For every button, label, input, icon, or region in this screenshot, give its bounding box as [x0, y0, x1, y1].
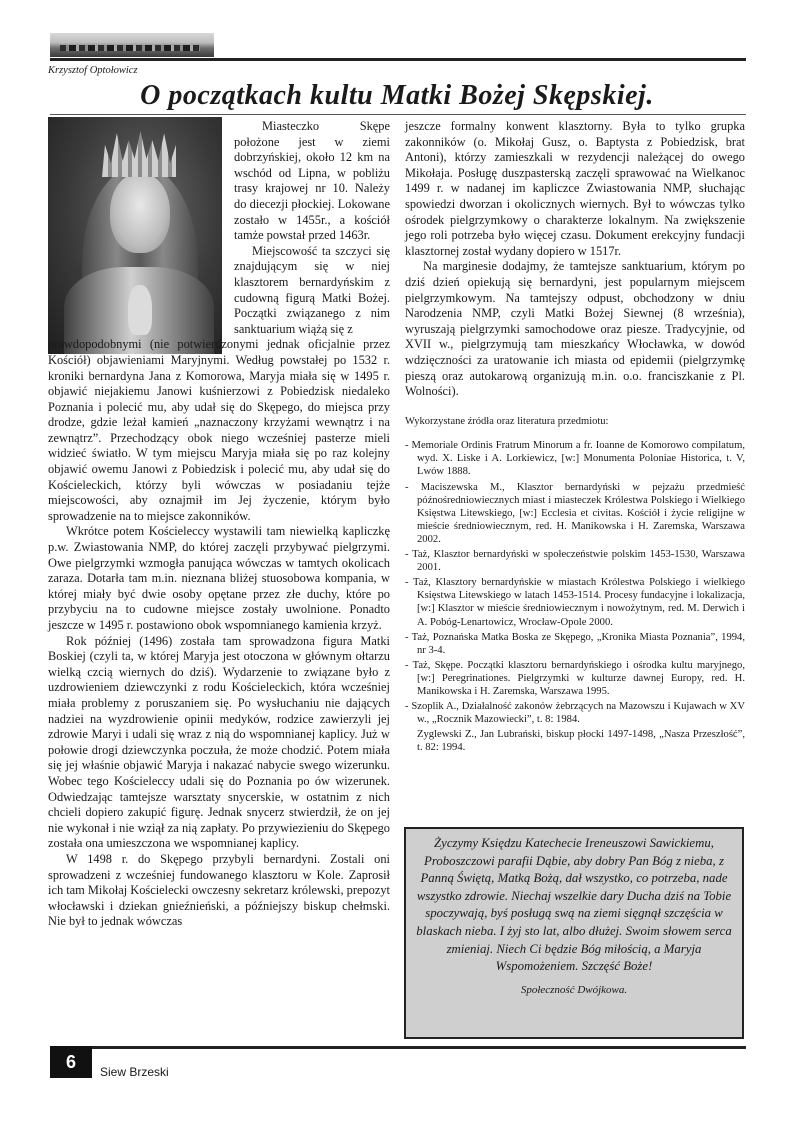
source-item: - Taż, Poznańska Matka Boska ze Skępego, „Kronika Miasta Poznania”, 1994, nr 3-4.: [405, 631, 745, 656]
sources-list: [405, 439, 745, 754]
sources-heading: Wykorzystane źródła oraz literatura przedmiotu:: [405, 415, 609, 427]
footer-rule: [50, 1046, 746, 1049]
paragraph: Wkrótce potem Kościeleccy wystawili tam niewielką kapliczkę p.w. Zwiastowania NMP, do której zaczęli przybywać pielgrzymi. Owe pielgrzymki wzmogła panująca wówczas w tamtych okolicach zaraza. Dotarła tam m.in. nieznana bliżej stuosobowa kompania, w której miały być dwie osoby opętane przez złe duchy, które po przybyciu na to cudowne miejsce zostały uwolnione. Ponadto jeszcze w 1495 r. postawiono obok wspomnianego kamienia krzyż.: [48, 524, 390, 632]
article-column-right: [405, 119, 745, 756]
header-banner-photo: [50, 33, 214, 57]
header-rule: [50, 58, 746, 61]
source-item: Zyglewski Z., Jan Lubrański, biskup płocki 1497-1498, „Nasza Przeszłość”, t. 82: 1994.: [417, 729, 745, 754]
article-author: Krzysztof Optołowicz: [48, 65, 138, 76]
source-item: - Taż, Skępe. Początki klasztoru bernardyńskiego i ośrodka kultu maryjnego, [w:] Peregrinationes. Pielgrzymki w kulturze dawnej Europy, red. H. Manikowska i H. Zaremska, Warszawa 1995.: [405, 659, 745, 697]
wishes-text: Życzymy Księdzu Katechecie Ireneuszowi Sawickiemu, Proboszczowi parafii Dąbie, aby dobry Pan Bóg z nieba, z Panną Świętą, Matką Bożą, dał wszystko, co potrzeba, nade wszystko zdrowie. Niechaj wszelkie dary Ducha dziś na Tobie spoczywają, byś posługą swą na ziemi sięgnął szczęścia w blaskach nieba. I żyj sto lat, albo dłużej. Swoim słowem serca zmieniaj. Niech Ci będzie Bóg miłością, a Maryja Wspomożeniem. Szczęść Boże!: [416, 836, 732, 974]
paragraph: jeszcze formalny konwent klasztorny. Była to tylko grupka zakonników (o. Mikołaj Gusz, o. Baptysta z Pobiedzisk, brat Antoni), którzy zamieszkali w rezydencji należącej do owego Mikołaja. Posługę duszpasterską zaczęli sprawować na Wielkanoc 1499 r. w nadanej im kapliczce Zwiastowania NMP, słuchając spowiedzi dworzan i okolicznych wiernych. Był to wówczas tylko ośrodek pielgrzymkowy o charakterze lokalnym. Na zwiększenie jego roli potrzeba było więcej czasu. Dokument erekcyjny fundacji klasztornej został wydany dopiero w 1517r.: [405, 119, 745, 258]
paragraph: Na marginesie dodajmy, że tamtejsze sanktuarium, którym po dziś dzień opiekują się bernardyni, jest popularnym miejscem pielgrzymkowym. Na tamtejszy odpust, obchodzony w dniu Narodzenia NMP, czyli Matki Bożej Siewnej (8 września), wyruszają pielgrzymki samochodowe oraz piesze. Tradycyjnie, od XVII w., pielgrzymują tam mieszkańcy Włocławka, w dowód wdzięczności za uratowanie ich miasta od epidemii (pielgrzymkę pieszą oraz autokarową organizują m.in. o.o. franciszkanie z Pl. Wolności).: [405, 259, 745, 399]
wishes-box: [404, 827, 744, 1039]
paragraph: prawdopodobnymi (nie potwierdzonymi jednak oficjalnie przez Kościół) objawieniami Maryjnymi. Według powstałej po 1532 r. kroniki bernardyna Jana z Komorowa, Maryja miała się w 1495 r. objawić niejakiemu Janowi kuśnierzowi z Pobiedzisk niedaleko Poznania i polecić mu, aby udał się do Skępego, do miejsca przy drodze, gdzie leżał kamień „naznaczony krzyżami wewnątrz i na zewnątrz”. Przechodzący obok niego wcześniej pasterze mieli widzieć światło. W tym miejscu Maryja miała się po raz kolejny objawić owemu Janowi z Pobiedzisk i polecić mu, aby udał się do Kościeleckich, którzy byli wówczas w posiadaniu tejże miejscowości, aby oznajmił im Jej życzenie, którym było sprowadzenie na to miejsce zakonników.: [48, 337, 390, 523]
title-rule: [50, 114, 746, 115]
source-item: - Maciszewska M., Klasztor bernardyński w pejzażu przedmieść późnośredniowiecznych miast i miasteczek Królestwa Polskiego i Wielkiego Księstwa Litewskiego, [w:] Ecclesia et civitas. Kościół i życie religijne w mieście średniowiecznym, red. H. Manikowska i H. Zaremska, Warszawa 2002.: [405, 481, 745, 545]
article-title: O początkach kultu Matki Bożej Skępskiej.: [140, 80, 654, 111]
paragraph: Rok później (1496) została tam sprowadzona figura Matki Boskiej (czyli ta, w której Maryja jest otoczona w głównym ołtarzu wielką czcią wiernych do dziś). Wydarzenie to związane było z uzdrowieniem dziewczynki z rodu Kościeleckich, która wcześniej miała problemy z poruszaniem się. Po wysłuchaniu nie dających nadziei na wyzdrowienie opinii medyków, rodzice zawierzyli jej zdrowie Maryi i udali się wraz z nią do wspomnianej kaplicy. Już w połowie drogi dziewczynka poczuła, że może chodzić. Potem miała się jej właśnie objawić Maryja i nakazać nabycie swego wizerunku. Wobec tego Kościeleccy udali się do Poznania po ów wizerunek. Odwiedzając tamtejsze warsztaty snycerskie, w ostatnim z nich chcieli dopiero zakupić figurę. Jednak snycerz stwierdził, że on jej nie wykonał i nie wziął za nią zapłaty. Po przywiezieniu do Skępego została ona umieszczona we wspomnianej kaplicy.: [48, 633, 390, 851]
magazine-name: Siew Brzeski: [100, 1065, 169, 1079]
source-item: - Szoplik A., Działalność zakonów żebrzących na Mazowszu i Kujawach w XV w., „Rocznik Mazowiecki”, t. 8: 1984.: [405, 701, 745, 726]
paragraph: Miasteczko Skępe położone jest w ziemi dobrzyńskiej, około 12 km na wschód od Lipna, w pobliżu trasy krajowej nr 10. Należy do diecezji płockiej. Lokowane zostało w 1455r., a kościół tamże powstał przed 1463r.: [234, 119, 390, 243]
source-item: - Taż, Klasztory bernardyńskie w miastach Królestwa Polskiego i wielkiego Księstwa Litewskiego w latach 1453-1514. Procesy fundacyjne i lokalizacja, [w:] Klasztor w mieście średniowiecznym i nowożytnym, red. M. Derwich i A. Pobóg-Lenartowicz, Wrocław-Opole 2000.: [405, 577, 745, 628]
page-number: 6: [50, 1046, 92, 1078]
wishes-signature: Społeczność Dwójkowa.: [520, 983, 628, 996]
source-item: - Memoriale Ordinis Fratrum Minorum a fr. Ioanne de Komorowo compilatum, wyd. X. Liske i A. Lorkiewicz, [w:] Monumenta Poloniae Historica, t. V, Lwów 1888.: [405, 440, 745, 478]
source-item: - Taż, Klasztor bernardyński w społeczeństwie polskim 1453-1530, Warszawa 2001.: [405, 549, 745, 574]
paragraph: Miejscowość ta szczyci się znajdującym się w niej klasztorem bernardyńskim z cudowną figurą Matki Bożej. Początki związanego z nim sanktuarium wiążą się z: [234, 243, 390, 336]
paragraph: W 1498 r. do Skępego przybyli bernardyni. Zostali oni sprowadzeni z wcześniej fundowanego klasztoru w Kole. Zaprosił ich tam Mikołaj Kościelecki owczesny sekretarz królewski, prepozyt włocławski i dziekan gnieźnieński, a późniejszy biskup chełmski. Nie był to jednak wówczas: [48, 851, 391, 929]
article-column-left: [48, 119, 390, 930]
